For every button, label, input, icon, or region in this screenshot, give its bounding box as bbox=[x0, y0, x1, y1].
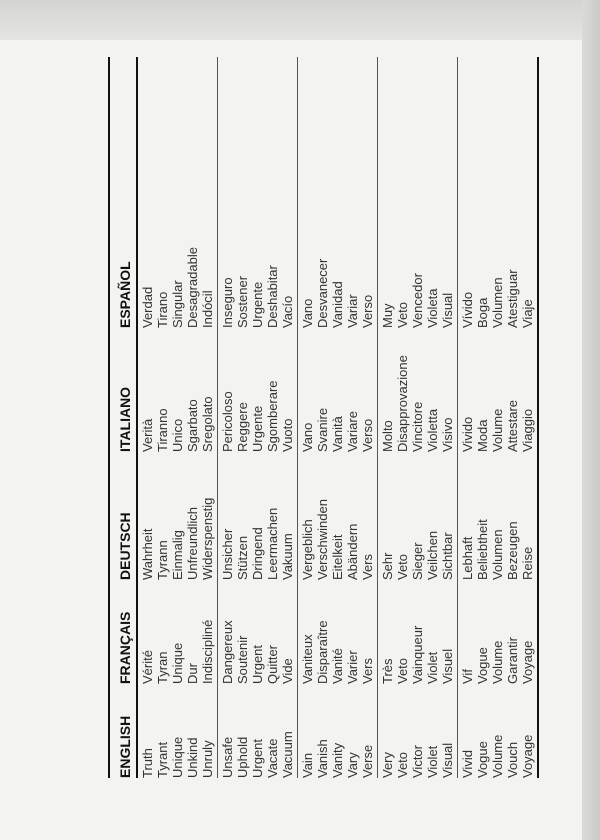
cell-english: Vanity bbox=[330, 742, 345, 778]
cell-italian: Vano bbox=[300, 422, 315, 452]
cell-french: Vif bbox=[460, 669, 475, 684]
cell-italian: Volume bbox=[490, 408, 505, 452]
cell-spanish: Urgente bbox=[250, 281, 265, 328]
cell-english: Violet bbox=[425, 745, 440, 778]
table-row bbox=[345, 57, 360, 778]
rotated-page bbox=[50, 50, 550, 790]
cell-italian: Visivo bbox=[440, 417, 455, 452]
cell-german: Vers bbox=[360, 553, 375, 580]
table-row bbox=[170, 57, 185, 778]
cell-italian: Sgarbato bbox=[185, 399, 200, 452]
cell-french: Vogue bbox=[475, 647, 490, 684]
cell-german: Volumen bbox=[490, 529, 505, 580]
cell-spanish: Deshabitar bbox=[265, 265, 280, 328]
cell-english: Unique bbox=[170, 736, 185, 778]
cell-french: Disparaître bbox=[315, 620, 330, 684]
cell-german: Vakuum bbox=[280, 533, 295, 580]
cell-italian: Molto bbox=[380, 420, 395, 452]
cell-spanish: Desvanecer bbox=[315, 258, 330, 328]
cell-german: Lebhaft bbox=[460, 536, 475, 580]
cell-german: Verschwinden bbox=[315, 499, 330, 580]
cell-german: Tyrann bbox=[155, 540, 170, 580]
cell-french: Très bbox=[380, 658, 395, 684]
cell-italian: Unico bbox=[170, 418, 185, 452]
table-row bbox=[185, 57, 200, 778]
cell-spanish: Verdad bbox=[140, 286, 155, 328]
cell-english: Voyage bbox=[520, 734, 535, 778]
table-row bbox=[280, 57, 295, 778]
cell-italian: Vuoto bbox=[280, 418, 295, 452]
cell-english: Volume bbox=[490, 734, 505, 778]
cell-spanish: Vencedor bbox=[410, 273, 425, 328]
cell-french: Vaniteux bbox=[300, 634, 315, 684]
cell-english: Very bbox=[380, 751, 395, 778]
cell-italian: Disapprovazione bbox=[395, 355, 410, 452]
vocabulary-table bbox=[108, 57, 539, 778]
cell-english: Vanish bbox=[315, 739, 330, 778]
cell-english: Vary bbox=[345, 752, 360, 778]
cell-spanish: Vacío bbox=[280, 295, 295, 328]
cell-french: Visuel bbox=[440, 648, 455, 684]
cell-spanish: Vívido bbox=[460, 291, 475, 328]
scan-top-shadow bbox=[0, 0, 600, 40]
cell-spanish: Vano bbox=[300, 298, 315, 328]
table-row bbox=[360, 57, 375, 778]
cell-german: Dringend bbox=[250, 527, 265, 580]
cell-english: Vacuum bbox=[280, 731, 295, 778]
cell-german: Eitelkeit bbox=[330, 534, 345, 580]
cell-french: Dangereux bbox=[220, 620, 235, 684]
cell-english: Unkind bbox=[185, 737, 200, 778]
cell-italian: Reggere bbox=[235, 402, 250, 452]
cell-german: Reise bbox=[520, 546, 535, 580]
cell-spanish: Tirano bbox=[155, 291, 170, 328]
cell-french: Quitter bbox=[265, 644, 280, 684]
cell-italian: Tiranno bbox=[155, 408, 170, 452]
cell-french: Vainqueur bbox=[410, 625, 425, 684]
cell-german: Unsicher bbox=[220, 528, 235, 580]
cell-spanish: Verso bbox=[360, 294, 375, 328]
table-header bbox=[110, 57, 138, 778]
cell-spanish: Variar bbox=[345, 294, 360, 328]
word-group bbox=[138, 57, 218, 778]
cell-spanish: Desagradable bbox=[185, 247, 200, 328]
cell-italian: Sgomberare bbox=[265, 380, 280, 452]
cell-italian: Variare bbox=[345, 411, 360, 452]
cell-italian: Attestare bbox=[505, 399, 520, 452]
cell-spanish: Volumen bbox=[490, 277, 505, 328]
cell-french: Tyran bbox=[155, 651, 170, 684]
table-row bbox=[140, 57, 155, 778]
cell-german: Veto bbox=[395, 553, 410, 580]
cell-spanish: Vanidad bbox=[330, 281, 345, 328]
table-row bbox=[250, 57, 265, 778]
cell-spanish: Boga bbox=[475, 297, 490, 328]
cell-spanish: Muy bbox=[380, 303, 395, 328]
cell-german: Unfreundlich bbox=[185, 507, 200, 580]
table-row bbox=[300, 57, 315, 778]
cell-spanish: Viaje bbox=[520, 299, 535, 328]
table-row bbox=[505, 57, 520, 778]
cell-english: Vacate bbox=[265, 738, 280, 778]
cell-english: Tyrant bbox=[155, 741, 170, 778]
cell-spanish: Indócil bbox=[200, 290, 215, 328]
table-row bbox=[490, 57, 505, 778]
cell-german: Sichtbar bbox=[440, 532, 455, 580]
cell-spanish: Violeta bbox=[425, 288, 440, 328]
cell-french: Vers bbox=[360, 657, 375, 684]
cell-french: Vide bbox=[280, 658, 295, 684]
cell-french: Veto bbox=[395, 657, 410, 684]
cell-german: Bezeugen bbox=[505, 521, 520, 580]
word-group bbox=[218, 57, 298, 778]
cell-spanish: Atestiguar bbox=[505, 269, 520, 328]
word-group bbox=[378, 57, 458, 778]
table-row bbox=[475, 57, 490, 778]
header-german: DEUTSCH bbox=[117, 512, 133, 580]
cell-english: Unruly bbox=[200, 740, 215, 778]
cell-english: Verse bbox=[360, 744, 375, 778]
cell-italian: Svanire bbox=[315, 407, 330, 452]
cell-french: Voyage bbox=[520, 640, 535, 684]
cell-french: Garantir bbox=[505, 637, 520, 684]
cell-french: Indiscipliné bbox=[200, 619, 215, 684]
cell-italian: Vivido bbox=[460, 416, 475, 452]
table-row bbox=[460, 57, 475, 778]
cell-german: Stützen bbox=[235, 535, 250, 580]
cell-spanish: Veto bbox=[395, 301, 410, 328]
table-row bbox=[520, 57, 535, 778]
table-row bbox=[200, 57, 215, 778]
cell-german: Wahrheit bbox=[140, 528, 155, 580]
cell-italian: Vincitore bbox=[410, 401, 425, 452]
cell-french: Urgent bbox=[250, 644, 265, 684]
table-body bbox=[138, 57, 537, 778]
cell-german: Leermachen bbox=[265, 507, 280, 580]
cell-english: Victor bbox=[410, 745, 425, 778]
cell-french: Vanité bbox=[330, 648, 345, 684]
cell-french: Dur bbox=[185, 663, 200, 684]
table-row bbox=[410, 57, 425, 778]
header-spanish: ESPAÑOL bbox=[117, 261, 133, 328]
cell-italian: Moda bbox=[475, 419, 490, 452]
cell-italian: Verso bbox=[360, 418, 375, 452]
cell-english: Uphold bbox=[235, 736, 250, 778]
table-row bbox=[155, 57, 170, 778]
table-row bbox=[235, 57, 250, 778]
cell-french: Varier bbox=[345, 650, 360, 684]
cell-italian: Pericoloso bbox=[220, 391, 235, 452]
header-english: ENGLISH bbox=[117, 715, 133, 778]
cell-french: Unique bbox=[170, 642, 185, 684]
cell-italian: Violetta bbox=[425, 408, 440, 452]
table-row bbox=[220, 57, 235, 778]
table-row bbox=[380, 57, 395, 778]
table-row bbox=[315, 57, 330, 778]
cell-french: Soutenir bbox=[235, 635, 250, 684]
cell-spanish: Singular bbox=[170, 280, 185, 328]
cell-german: Vergeblich bbox=[300, 519, 315, 580]
table-row bbox=[330, 57, 345, 778]
table-row bbox=[440, 57, 455, 778]
table-row bbox=[395, 57, 410, 778]
table-row bbox=[265, 57, 280, 778]
cell-english: Truth bbox=[140, 748, 155, 778]
table-row bbox=[425, 57, 440, 778]
cell-italian: Vanità bbox=[330, 416, 345, 452]
cell-french: Volume bbox=[490, 640, 505, 684]
cell-german: Abändern bbox=[345, 523, 360, 580]
cell-french: Violet bbox=[425, 651, 440, 684]
word-group bbox=[458, 57, 537, 778]
cell-spanish: Visual bbox=[440, 292, 455, 328]
cell-german: Beliebtheit bbox=[475, 519, 490, 580]
cell-english: Vouch bbox=[505, 741, 520, 778]
cell-german: Widerspenstig bbox=[200, 497, 215, 580]
cell-english: Unsafe bbox=[220, 736, 235, 778]
cell-german: Sehr bbox=[380, 552, 395, 580]
cell-italian: Sregolato bbox=[200, 396, 215, 452]
cell-german: Sieger bbox=[410, 542, 425, 580]
cell-german: Einmalig bbox=[170, 530, 185, 580]
scan-right-shadow bbox=[582, 0, 600, 840]
cell-spanish: Sostener bbox=[235, 275, 250, 328]
cell-german: Veilchen bbox=[425, 530, 440, 580]
cell-english: Vain bbox=[300, 752, 315, 778]
header-french: FRANÇAIS bbox=[117, 611, 133, 684]
cell-english: Veto bbox=[395, 751, 410, 778]
cell-english: Vogue bbox=[475, 741, 490, 778]
cell-english: Visual bbox=[440, 742, 455, 778]
cell-english: Vivid bbox=[460, 750, 475, 778]
cell-italian: Verità bbox=[140, 418, 155, 452]
cell-english: Urgent bbox=[250, 738, 265, 778]
cell-spanish: Inseguro bbox=[220, 277, 235, 328]
cell-french: Vérité bbox=[140, 650, 155, 684]
word-group bbox=[298, 57, 378, 778]
cell-italian: Urgente bbox=[250, 405, 265, 452]
cell-italian: Viaggio bbox=[520, 408, 535, 452]
header-italian: ITALIANO bbox=[117, 386, 133, 452]
